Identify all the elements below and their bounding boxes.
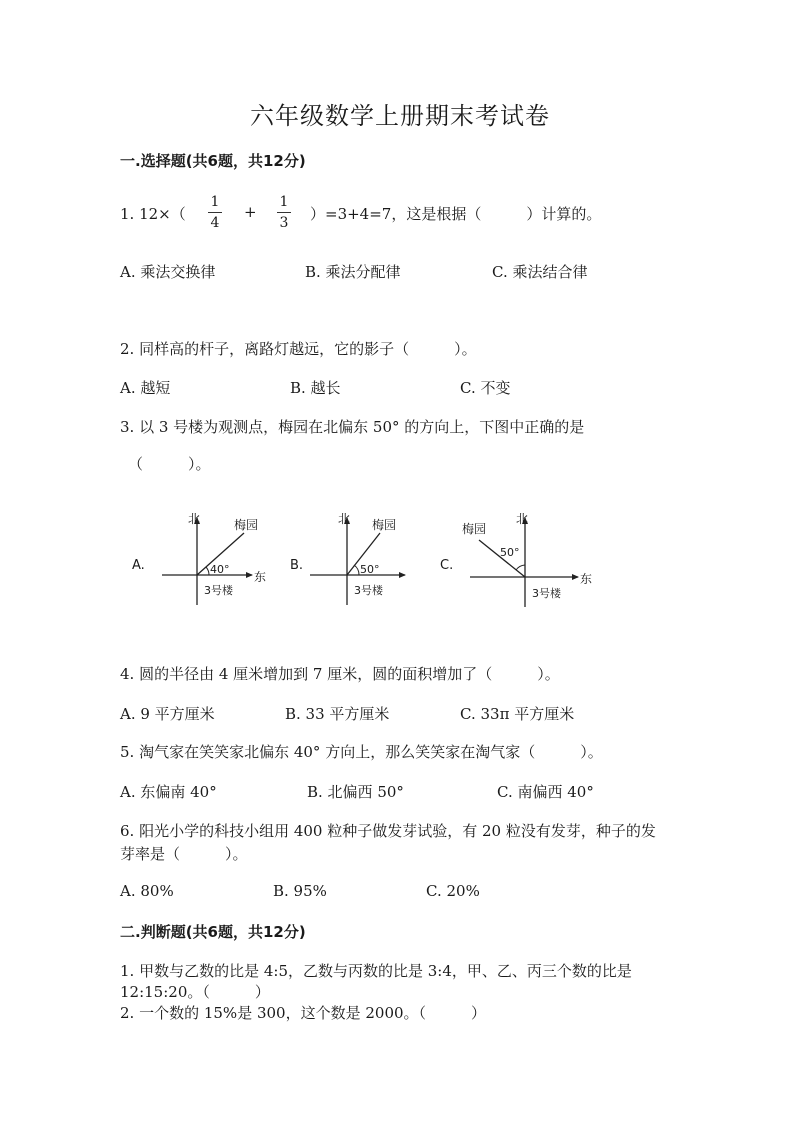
- question-3-line2: （ ）。: [128, 455, 211, 473]
- direction-diagrams: [120, 505, 600, 610]
- east-label: 东: [580, 572, 593, 586]
- angle-label: 40°: [210, 563, 230, 576]
- diagram-b[interactable]: [290, 512, 405, 605]
- question-1-suffix: ）=3+4=7，这是根据（ ）计算的。: [310, 205, 602, 223]
- angle-arc: [206, 567, 209, 575]
- question-6-line2: 芽率是（ ）。: [120, 845, 248, 863]
- diagram-c-option-label: C.: [440, 558, 454, 573]
- angle-label: 50°: [500, 546, 520, 559]
- q1-option-a[interactable]: A. 乘法交换律: [120, 263, 216, 281]
- angle-arc: [354, 565, 359, 575]
- question-3-line1: 3. 以 3 号楼为观测点，梅园在北偏东 50° 的方向上，下图中正确的是: [120, 418, 585, 436]
- fraction-one-quarter: [205, 193, 225, 232]
- diagram-a-option-label: A.: [132, 558, 145, 573]
- section-heading-choice: 一.选择题(共6题，共12分): [120, 152, 306, 170]
- q5-option-a[interactable]: A. 东偏南 40°: [120, 783, 217, 801]
- q6-option-c[interactable]: C. 20%: [426, 882, 480, 900]
- plus-sign: +: [244, 203, 257, 221]
- q2-option-c[interactable]: C. 不变: [460, 379, 511, 397]
- angle-label: 50°: [360, 563, 380, 576]
- q1-option-b[interactable]: B. 乘法分配律: [305, 263, 401, 281]
- meiyuan-label: 梅园: [462, 522, 487, 536]
- question-2: 2. 同样高的杆子，离路灯越远，它的影子（ ）。: [120, 340, 477, 358]
- section-heading-judgement: 二.判断题(共6题，共12分): [120, 923, 306, 941]
- question-6-line1: 6. 阳光小学的科技小组用 400 粒种子做发芽试验，有 20 粒没有发芽，种子的发: [120, 822, 656, 840]
- diagram-a[interactable]: [132, 512, 266, 605]
- fraction-numerator: 1: [279, 194, 289, 210]
- question-1-prefix: 1. 12×（: [120, 205, 186, 223]
- q2-option-a[interactable]: A. 越短: [120, 379, 171, 397]
- q4-option-b[interactable]: B. 33 平方厘米: [285, 705, 390, 723]
- north-label: 北: [516, 512, 529, 526]
- q5-option-c[interactable]: C. 南偏西 40°: [497, 783, 594, 801]
- q2-option-b[interactable]: B. 越长: [290, 379, 341, 397]
- diagram-b-option-label: B.: [290, 558, 304, 573]
- angle-arc: [516, 565, 525, 570]
- fraction-denominator: 3: [279, 215, 289, 231]
- judgement-1-line2: 12:15:20。（ ）: [120, 983, 270, 1001]
- q1-option-c[interactable]: C. 乘法结合律: [492, 263, 588, 281]
- fraction-one-third: [274, 193, 294, 232]
- north-label: 北: [338, 512, 351, 526]
- diagram-c[interactable]: [440, 512, 592, 607]
- building-label: 3号楼: [532, 587, 561, 600]
- fraction-numerator: 1: [210, 194, 220, 210]
- question-5: 5. 淘气家在笑笑家北偏东 40° 方向上，那么笑笑家在淘气家（ ）。: [120, 743, 603, 761]
- q4-option-a[interactable]: A. 9 平方厘米: [120, 705, 215, 723]
- north-label: 北: [188, 512, 201, 526]
- question-4: 4. 圆的半径由 4 厘米增加到 7 厘米，圆的面积增加了（ ）。: [120, 665, 560, 683]
- q6-option-a[interactable]: A. 80%: [120, 882, 174, 900]
- fraction-denominator: 4: [210, 215, 220, 231]
- east-label: 东: [254, 570, 267, 584]
- judgement-1-line1: 1. 甲数与乙数的比是 4:5，乙数与丙数的比是 3:4，甲、乙、丙三个数的比是: [120, 962, 632, 980]
- building-label: 3号楼: [354, 584, 383, 597]
- judgement-2: 2. 一个数的 15%是 300，这个数是 2000。（ ）: [120, 1004, 487, 1022]
- q6-option-b[interactable]: B. 95%: [273, 882, 327, 900]
- meiyuan-label: 梅园: [372, 518, 397, 532]
- building-label: 3号楼: [204, 584, 233, 597]
- q5-option-b[interactable]: B. 北偏西 50°: [307, 783, 404, 801]
- meiyuan-label: 梅园: [234, 518, 259, 532]
- q4-option-c[interactable]: C. 33π 平方厘米: [460, 705, 575, 723]
- page-title: 六年级数学上册期末考试卷: [250, 102, 550, 130]
